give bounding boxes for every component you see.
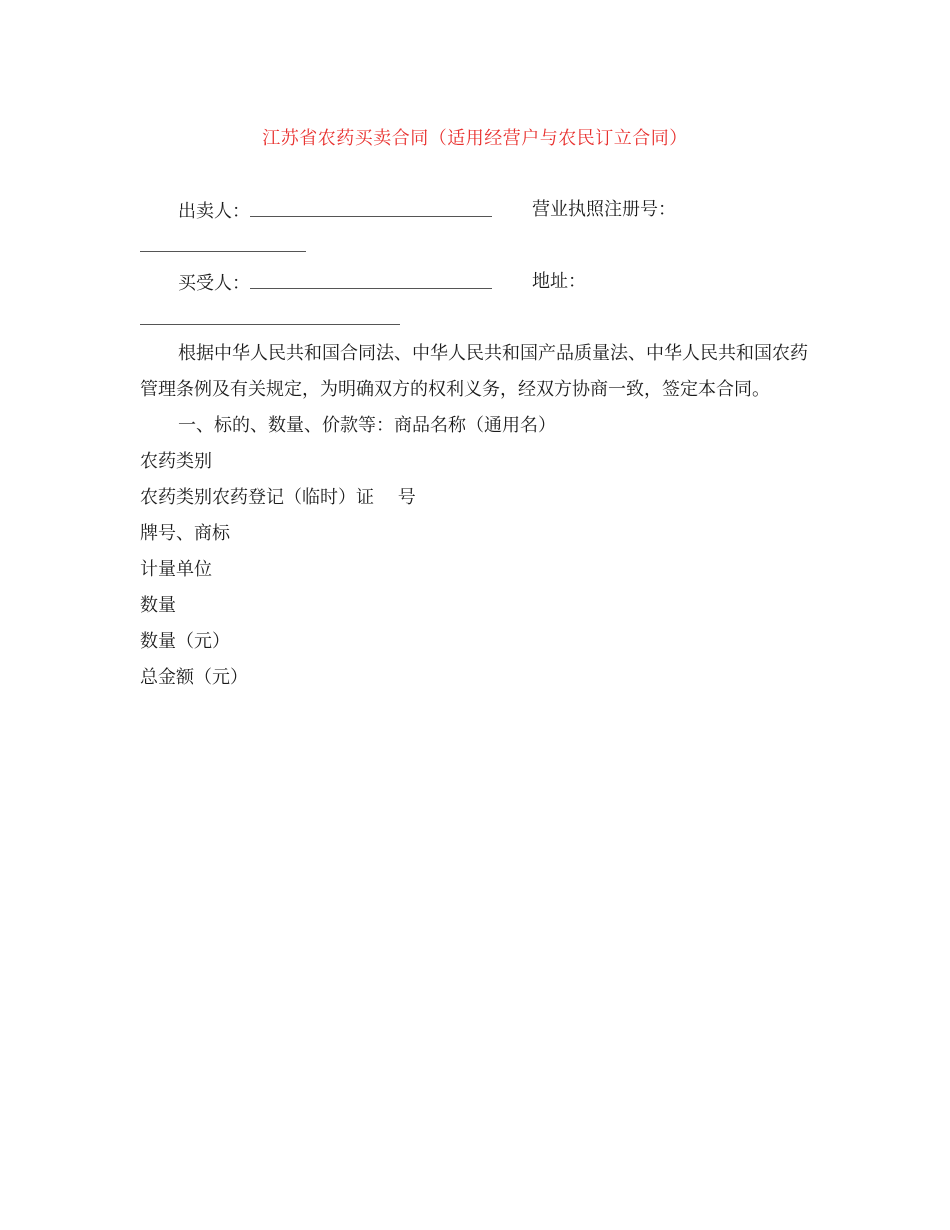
- field-quantity: 数量: [140, 595, 176, 616]
- document-title: 江苏省农药买卖合同（适用经营户与农民订立合同）: [262, 128, 688, 149]
- buyer-label: 买受人：: [178, 273, 250, 294]
- section1-heading: 一、标的、数量、价款等：商品名称（通用名）: [178, 415, 556, 436]
- address-blank: [140, 324, 400, 325]
- field-brand-trademark: 牌号、商标: [140, 523, 230, 544]
- seller-label: 出卖人：: [178, 201, 250, 222]
- field-total-amount: 总金额（元）: [140, 667, 248, 688]
- field-pesticide-category: 农药类别: [140, 451, 212, 472]
- address-label: 地址：: [532, 271, 586, 292]
- buyer-blank: [250, 270, 492, 289]
- field-quantity-yuan: 数量（元）: [140, 631, 230, 652]
- buyer-row: [178, 270, 492, 296]
- preamble-paragraph: 根据中华人民共和国合同法、中华人民共和国产品质量法、中华人民共和国农药管理条例及有关规定，为明确双方的权利义务，经双方协商一致，签定本合同。: [140, 343, 808, 400]
- license-label: 营业执照注册号：: [532, 199, 676, 220]
- license-blank: [140, 251, 306, 252]
- seller-row: [178, 198, 492, 224]
- field-registration-number: 农药类别农药登记（临时）证 号: [140, 487, 416, 508]
- seller-blank: [250, 198, 492, 217]
- field-unit: 计量单位: [140, 559, 212, 580]
